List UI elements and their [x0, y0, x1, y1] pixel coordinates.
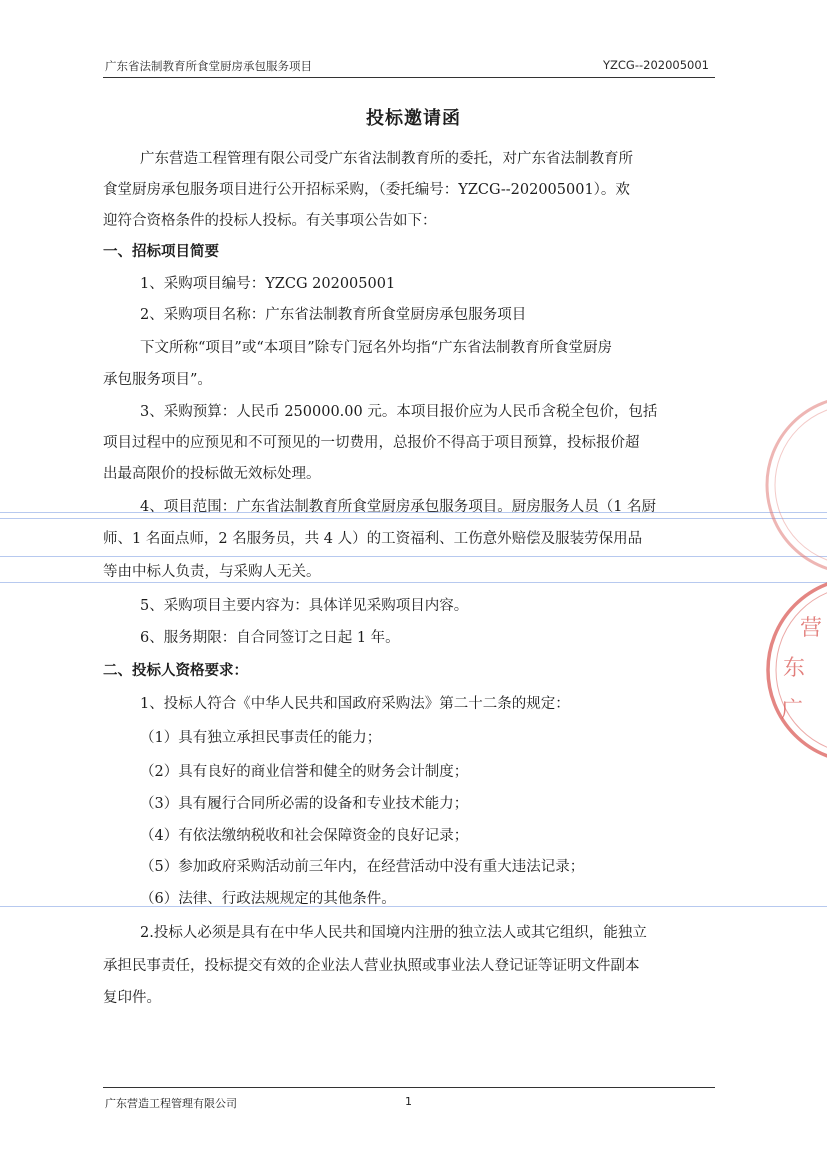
- header-project-name: 广东省法制教育所食堂厨房承包服务项目: [105, 59, 312, 73]
- body-line: 1、采购项目编号：YZCG 202005001: [140, 276, 396, 292]
- body-line: 下文所称“项目”或“本项目”除专门冠名外均指“广东省法制教育所食堂厨房: [140, 340, 613, 356]
- page-number: 1: [405, 1095, 412, 1108]
- requirement-item: （1）具有独立承担民事责任的能力；: [140, 730, 382, 746]
- requirement-item: （6）法律、行政法规规定的其他条件。: [140, 891, 396, 907]
- body-line: 师、1 名面点师，2 名服务员，共 4 人）的工资福利、工伤意外赔偿及服装劳保用品: [103, 531, 643, 547]
- body-line: 广东营造工程管理有限公司受广东省法制教育所的委托，对广东省法制教育所: [140, 151, 633, 167]
- section-heading: 一、招标项目简要: [103, 243, 219, 260]
- body-line: 1、投标人符合《中华人民共和国政府采购法》第二十二条的规定：: [140, 696, 570, 712]
- header-reference-number: YZCG--202005001: [603, 58, 709, 72]
- scan-line: [0, 556, 827, 557]
- requirement-item: （4）有依法缴纳税收和社会保障资金的良好记录；: [140, 828, 469, 844]
- seal-char: 营: [800, 616, 823, 641]
- scan-line: [0, 512, 827, 513]
- body-line: 迎符合资格条件的投标人投标。有关事项公告如下：: [103, 213, 437, 229]
- scan-line: [0, 518, 827, 519]
- footer-company: 广东营造工程管理有限公司: [105, 1097, 237, 1110]
- scan-line: [0, 582, 827, 583]
- body-line: 食堂厨房承包服务项目进行公开招标采购，（委托编号：YZCG--202005001）。欢: [103, 182, 630, 198]
- body-line: 2.投标人必须是具有在中华人民共和国境内注册的独立法人或其它组织，能独立: [140, 925, 647, 941]
- body-line: 6、服务期限：自合同签订之日起 1 年。: [140, 630, 400, 646]
- seal-char: 东: [783, 656, 806, 681]
- requirement-item: （3）具有履行合同所必需的设备和专业技术能力；: [140, 796, 469, 812]
- body-line: 项目过程中的应预见和不可预见的一切费用，总报价不得高于项目预算，投标报价超: [103, 435, 640, 451]
- header-rule: [103, 77, 715, 78]
- section-heading: 二、投标人资格要求：: [103, 662, 248, 679]
- body-line: 复印件。: [103, 990, 161, 1006]
- body-line: 承包服务项目”。: [103, 372, 212, 388]
- seal-char: 广: [781, 698, 804, 723]
- body-line: 出最高限价的投标做无效标处理。: [103, 466, 321, 482]
- requirement-item: （5）参加政府采购活动前三年内，在经营活动中没有重大违法记录；: [140, 859, 585, 875]
- body-line: 3、采购预算：人民币 250000.00 元。本项目报价应为人民币含税全包价，包括: [140, 404, 658, 420]
- document-title: 投标邀请函: [366, 108, 461, 129]
- official-seal-stamp: [745, 395, 827, 770]
- footer-rule: [103, 1087, 715, 1088]
- body-line: 2、采购项目名称：广东省法制教育所食堂厨房承包服务项目: [140, 307, 527, 323]
- scan-line: [0, 906, 827, 907]
- body-line: 承担民事责任，投标提交有效的企业法人营业执照或事业法人登记证等证明文件副本: [103, 958, 640, 974]
- body-line: 等由中标人负责，与采购人无关。: [103, 564, 321, 580]
- requirement-item: （2）具有良好的商业信誉和健全的财务会计制度；: [140, 764, 469, 780]
- body-line: 5、采购项目主要内容为：具体详见采购项目内容。: [140, 598, 469, 614]
- body-line: 4、项目范围：广东省法制教育所食堂厨房承包服务项目。厨房服务人员（1 名厨: [140, 499, 657, 515]
